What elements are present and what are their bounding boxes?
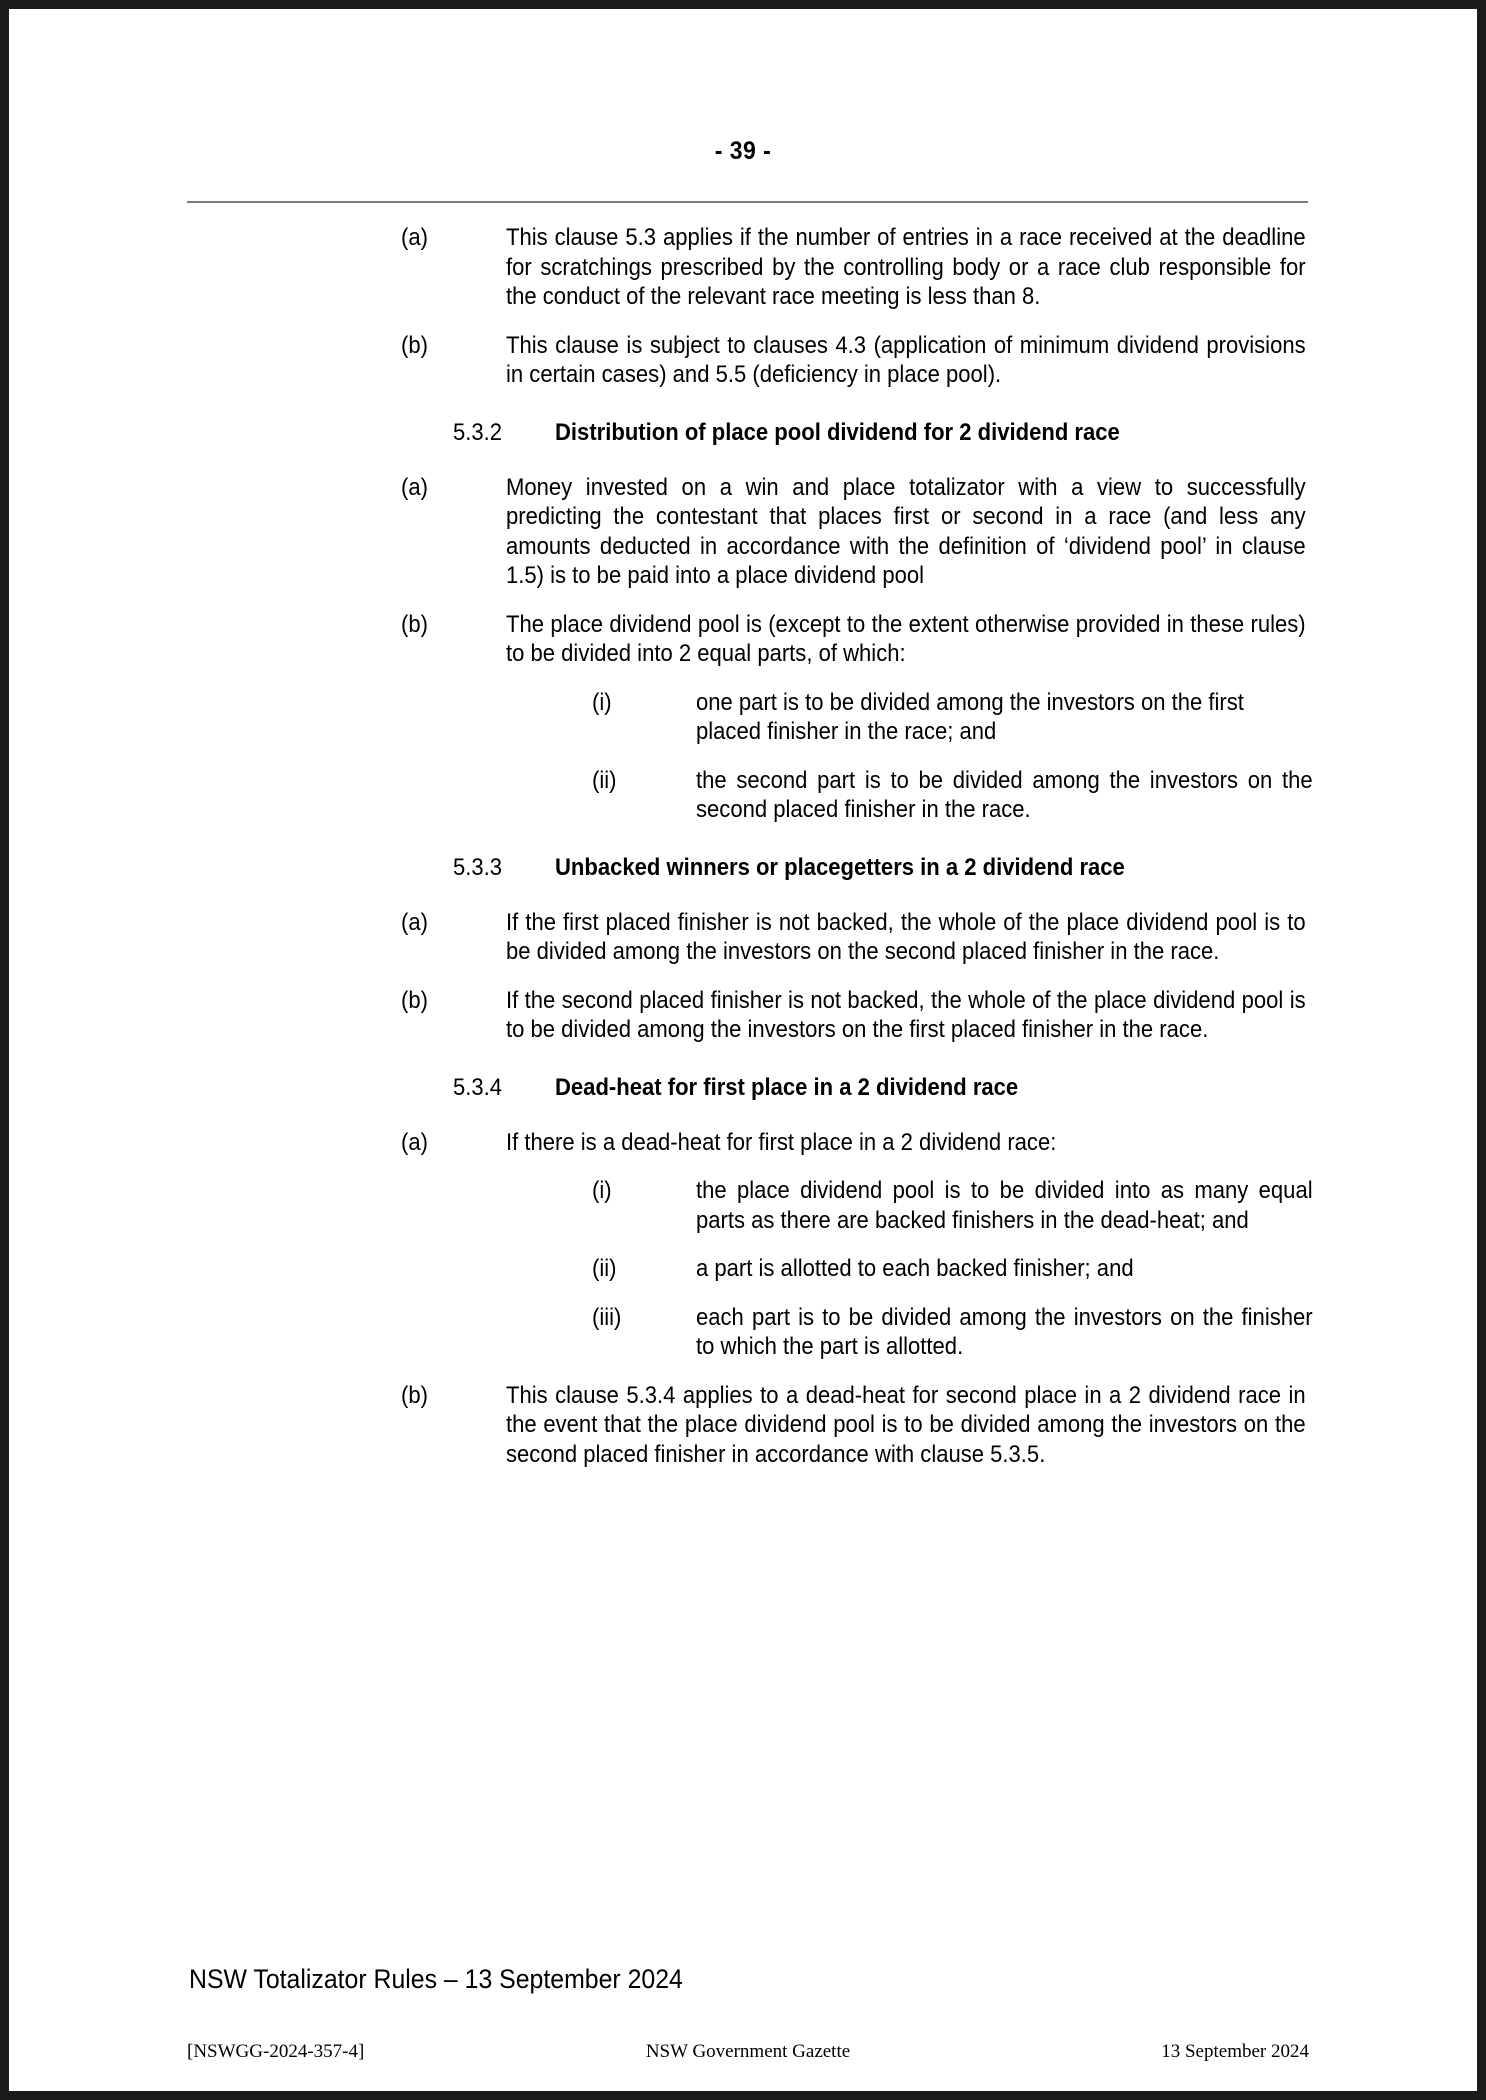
clause-number: 5.3.3	[453, 853, 503, 881]
clause-heading	[9, 1073, 1477, 1102]
clause-heading	[9, 418, 1477, 447]
paragraph-text: each part is to be divided among the investors on the finisher to which the part is allotted.	[696, 1303, 1313, 1360]
clause-number: 5.3.4	[453, 1073, 503, 1101]
page-sheet	[9, 9, 1477, 2091]
list-marker: (b)	[401, 610, 428, 638]
gazette-date: 13 September 2024	[1161, 2041, 1309, 2062]
paragraph	[9, 331, 1477, 390]
clause-heading	[9, 853, 1477, 882]
header-divider	[187, 201, 1308, 203]
paragraph	[9, 1381, 1477, 1470]
paragraph	[9, 610, 1477, 669]
list-marker: (a)	[401, 908, 428, 936]
paragraph-text: one part is to be divided among the investors on the first placed finisher in the race; and	[696, 688, 1244, 745]
gazette-reference: [NSWGG-2024-357-4]	[187, 2041, 365, 2062]
clause-title: Dead-heat for first place in a 2 dividend race	[555, 1073, 1019, 1101]
sub-paragraph	[9, 1176, 1477, 1235]
list-marker: (a)	[401, 473, 428, 501]
list-marker: (b)	[401, 331, 428, 359]
list-marker: (a)	[401, 1128, 428, 1156]
list-marker: (a)	[401, 224, 428, 251]
paragraph-text: Money invested on a win and place totalizator with a view to successfully predicting the contestant that places first or second in a race (and less any amounts deducted in accordance with the definition of ‘dividend pool’ in clause 1.5) is to be paid into a place dividend pool	[506, 473, 1306, 589]
clause-title: Distribution of place pool dividend for 2 dividend race	[555, 418, 1120, 446]
document-body	[9, 223, 1477, 1488]
clause-number: 5.3.2	[453, 418, 503, 446]
list-marker: (i)	[592, 1177, 612, 1204]
paragraph-text: the place dividend pool is to be divided into as many equal parts as there are backed finishers in the dead-heat; and	[696, 1177, 1313, 1234]
list-marker: (ii)	[592, 766, 617, 794]
sub-paragraph	[9, 766, 1477, 825]
sub-paragraph	[9, 1254, 1477, 1284]
paragraph-text: If the second placed finisher is not backed, the whole of the place dividend pool is to be divided among the investors on the first placed finisher in the race.	[506, 986, 1306, 1043]
paragraph	[9, 908, 1477, 967]
sub-paragraph	[9, 1303, 1477, 1362]
footer-title: NSW Totalizator Rules – 13 September 2024	[189, 1964, 683, 1994]
paragraph	[9, 1128, 1477, 1158]
paragraph	[9, 223, 1477, 312]
paragraph-text: If there is a dead-heat for first place in a 2 dividend race:	[506, 1128, 1057, 1156]
paragraph-text: This clause 5.3.4 applies to a dead-heat for second place in a 2 dividend race in the event that the place dividend pool is to be divided among the investors on the second placed finisher in accordance with clause 5.3.5.	[506, 1381, 1306, 1468]
paragraph	[9, 473, 1477, 591]
paragraph-text: If the first placed finisher is not backed, the whole of the place dividend pool is to be divided among the investors on the second placed finisher in the race.	[506, 908, 1306, 965]
paragraph-text: the second part is to be divided among the investors on the second placed finisher in the race.	[696, 766, 1313, 823]
list-marker: (ii)	[592, 1255, 617, 1282]
gazette-name: NSW Government Gazette	[645, 2041, 851, 2062]
list-marker: (b)	[401, 986, 428, 1014]
paragraph-text: This clause is subject to clauses 4.3 (application of minimum dividend provisions in certain cases) and 5.5 (deficiency in place pool).	[506, 331, 1306, 388]
paragraph-text: This clause 5.3 applies if the number of entries in a race received at the deadline for scratchings prescribed by the controlling body or a race club responsible for the conduct of the relevant race meeting is less than 8.	[506, 224, 1306, 310]
paragraph-text: a part is allotted to each backed finisher; and	[696, 1255, 1134, 1282]
list-marker: (i)	[592, 688, 612, 716]
sub-paragraph	[9, 688, 1477, 747]
list-marker: (b)	[401, 1381, 428, 1409]
list-marker: (iii)	[592, 1303, 622, 1331]
page-number: - 39 -	[714, 137, 772, 165]
paragraph-text: The place dividend pool is (except to the extent otherwise provided in these rules) to be divided into 2 equal parts, of which:	[506, 610, 1306, 667]
paragraph	[9, 986, 1477, 1045]
clause-title: Unbacked winners or placegetters in a 2 dividend race	[555, 853, 1125, 881]
